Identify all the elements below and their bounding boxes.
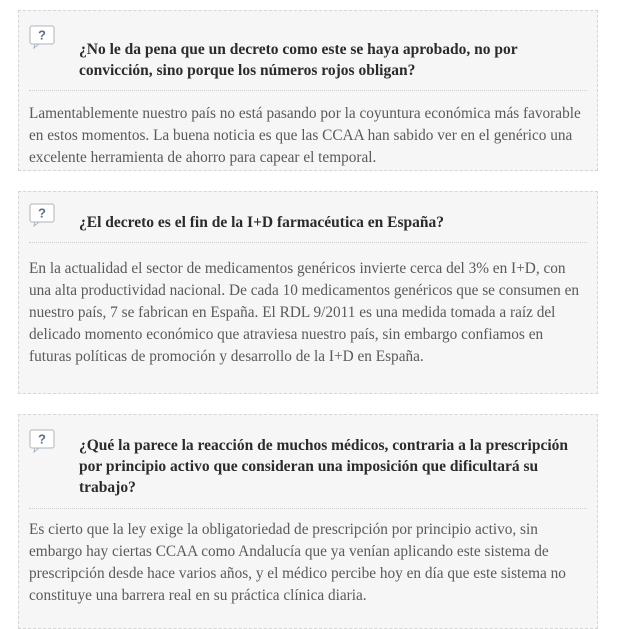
question-bubble-icon	[29, 25, 55, 47]
answer-text: En la actualidad el sector de medicamentos genéricos invierte cerca del 3% en I+D, con una alta productividad nacional. De cada 10 medicamentos genéricos que se consumen en nuestro país, 7 se fabrican en España. El RDL 9/2011 es una medida tomada a raíz del delicado momento económico que atraviesa nuestro país, sin embargo confiamos en futuras políticas de promoción y desarrollo de la I+D en España.	[29, 260, 580, 365]
question-text: ¿No le da pena que un decreto como este se haya aprobado, no por convicción, sino porque los números rojos obligan?	[79, 41, 518, 79]
qa-card	[18, 10, 598, 171]
divider	[29, 508, 587, 509]
svg-text:?: ?	[38, 27, 46, 43]
qa-card	[18, 414, 598, 629]
svg-text:?: ?	[38, 431, 46, 447]
question-text: ¿Qué la parece la reacción de muchos médicos, contraria a la prescripción por principio activo que consideran una imposición que dificultará su trabajo?	[79, 437, 569, 496]
answer-text: Es cierto que la ley exige la obligatoriedad de prescripción por principio activo, sin embargo hay ciertas CCAA como Andalucía que ya venían aplicando este sistema de prescripción desde hace varios años, y el médico percibe hoy en día que este sistema no constituye una barrera real en su práctica clínica diaria.	[29, 521, 566, 604]
svg-text:?: ?	[38, 205, 46, 221]
question-header	[29, 429, 587, 498]
question-bubble-icon	[29, 203, 55, 225]
qa-card	[18, 191, 598, 394]
question-header	[29, 25, 587, 81]
question-bubble-icon	[29, 429, 55, 451]
question-header	[29, 204, 587, 233]
divider	[29, 90, 587, 91]
question-text: ¿El decreto es el fin de la I+D farmacéutica en España?	[79, 214, 445, 231]
divider	[29, 242, 587, 243]
answer-text: Lamentablemente nuestro país no está pasando por la coyuntura económica más favorable en estos momentos. La buena noticia es que las CCAA han sabido ver en el genérico una excelente herramienta de ahorro para capear el temporal.	[29, 105, 581, 166]
